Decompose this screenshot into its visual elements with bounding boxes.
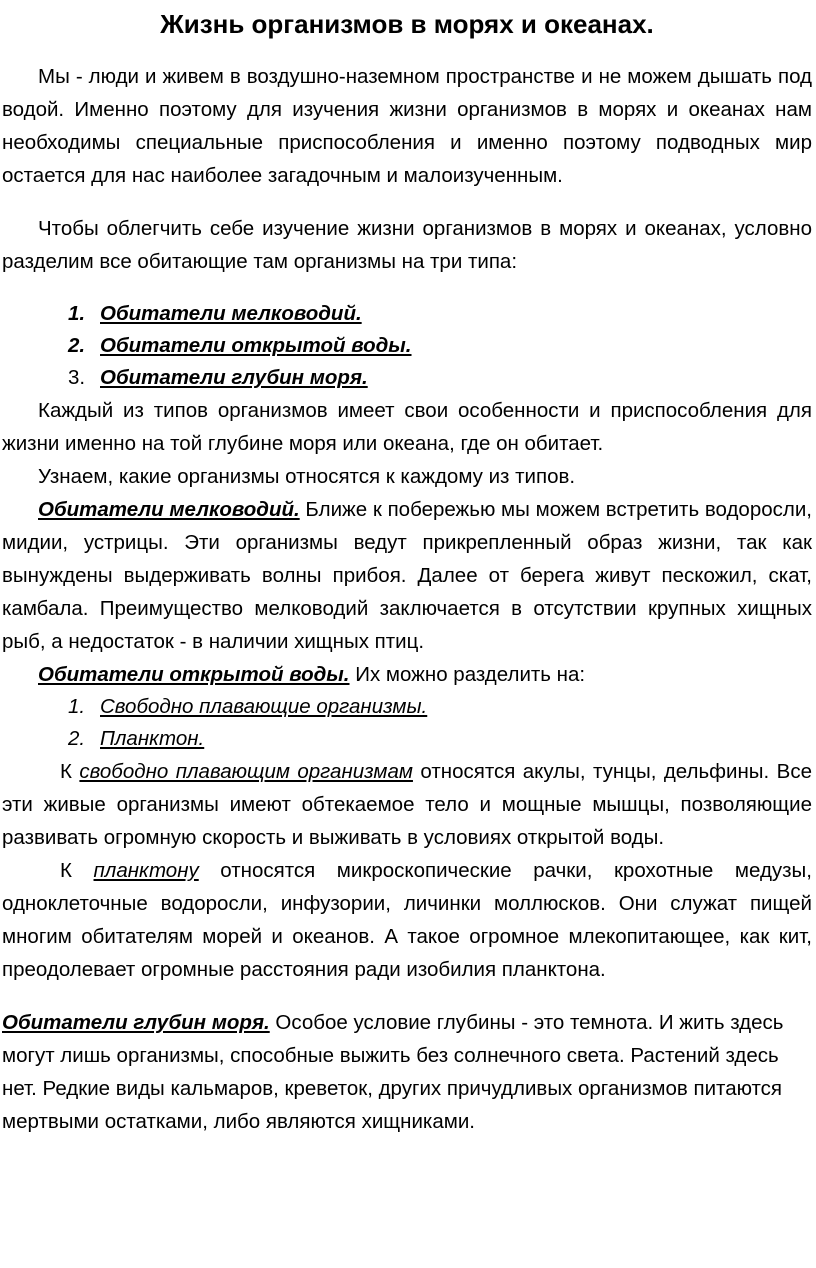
term: планктону bbox=[93, 859, 199, 882]
features-paragraph: Каждый из типов организмов имеет свои особенности и приспособления для жизни именно на той глубине моря или океана, где он обитает. bbox=[2, 399, 812, 455]
list-item-label: Свободно плавающие организмы. bbox=[100, 695, 428, 718]
list-number: 2. bbox=[68, 334, 86, 357]
list-item-label: Обитатели открытой воды. bbox=[100, 334, 412, 357]
section-text: Особое условие глубины - это темнота. И жить здесь могут лишь организмы, способные выжить без солнечного света. Растений здесь нет. Редкие виды кальмаров, креветок, других причудливых организмов питаются мертвыми остатками, либо являются хищниками. bbox=[2, 1011, 784, 1133]
list-number: 3. bbox=[68, 366, 86, 389]
section-heading: Обитатели мелководий. bbox=[38, 498, 300, 521]
paragraph-prefix: К bbox=[60, 760, 80, 783]
list-item bbox=[2, 691, 812, 723]
list-number: 1. bbox=[68, 302, 86, 325]
paragraph-text: относятся микроскопические рачки, крохотные медузы, одноклеточные водоросли, инфузории, личинки моллюсков. Они служат пищей многим обитателям морей и океанов. А такое огромное млекопитающее, как кит, преодолевает огромные расстояния ради изобилия планктона. bbox=[2, 859, 812, 981]
paragraph-prefix: К bbox=[60, 859, 94, 882]
list-item-label: Обитатели мелководий. bbox=[100, 302, 362, 325]
intro-paragraph: Мы - люди и живем в воздушно-наземном пространстве и не можем дышать под водой. Именно поэтому для изучения жизни организмов в морях и океанах нам необходимы специальные приспособления и именно поэтому подводных мир остается для нас наиболее загадочным и малоизученным. bbox=[2, 65, 812, 187]
paragraph-text: относятся акулы, тунцы, дельфины. Все эти живые организмы имеют обтекаемое тело и мощные мышцы, позволяющие развивать огромную скорость и выживать в условиях открытой воды. bbox=[2, 760, 813, 849]
list-item-label: Планктон. bbox=[100, 727, 205, 750]
deep-sea-section bbox=[2, 1006, 812, 1138]
section-text: Их можно разделить на: bbox=[349, 663, 586, 686]
list-item bbox=[2, 330, 812, 362]
list-number: 2. bbox=[68, 727, 86, 750]
open-water-section bbox=[2, 658, 812, 691]
list-item bbox=[2, 362, 812, 394]
section-heading: Обитатели открытой воды. bbox=[38, 663, 350, 686]
shallow-section bbox=[2, 493, 812, 658]
list-item bbox=[2, 298, 812, 330]
list-item bbox=[2, 723, 812, 755]
open-water-subtypes-list bbox=[2, 691, 812, 755]
section-text: Ближе к побережью мы можем встретить водоросли, мидии, устрицы. Эти организмы ведут прикрепленный образ жизни, так как вынуждены выдерживать волны прибоя. Далее от берега живут пескожил, скат, камбала. Преимущество мелководий заключается в отсутствии крупных хищных рыб, а недостаток - в наличии хищных птиц. bbox=[2, 498, 812, 653]
transition-paragraph: Узнаем, какие организмы относятся к каждому из типов. bbox=[38, 465, 576, 488]
types-list bbox=[2, 298, 812, 394]
section-heading: Обитатели глубин моря. bbox=[2, 1011, 270, 1034]
term: свободно плавающим организмам bbox=[79, 760, 413, 783]
list-item-label: Обитатели глубин моря. bbox=[100, 366, 368, 389]
page-title: Жизнь организмов в морях и океанах. bbox=[160, 9, 654, 39]
classification-paragraph: Чтобы облегчить себе изучение жизни организмов в морях и океанах, условно разделим все обитающие там организмы на три типа: bbox=[2, 217, 812, 273]
list-number: 1. bbox=[68, 695, 86, 718]
free-swimming-paragraph bbox=[2, 755, 812, 854]
plankton-paragraph bbox=[2, 854, 812, 986]
